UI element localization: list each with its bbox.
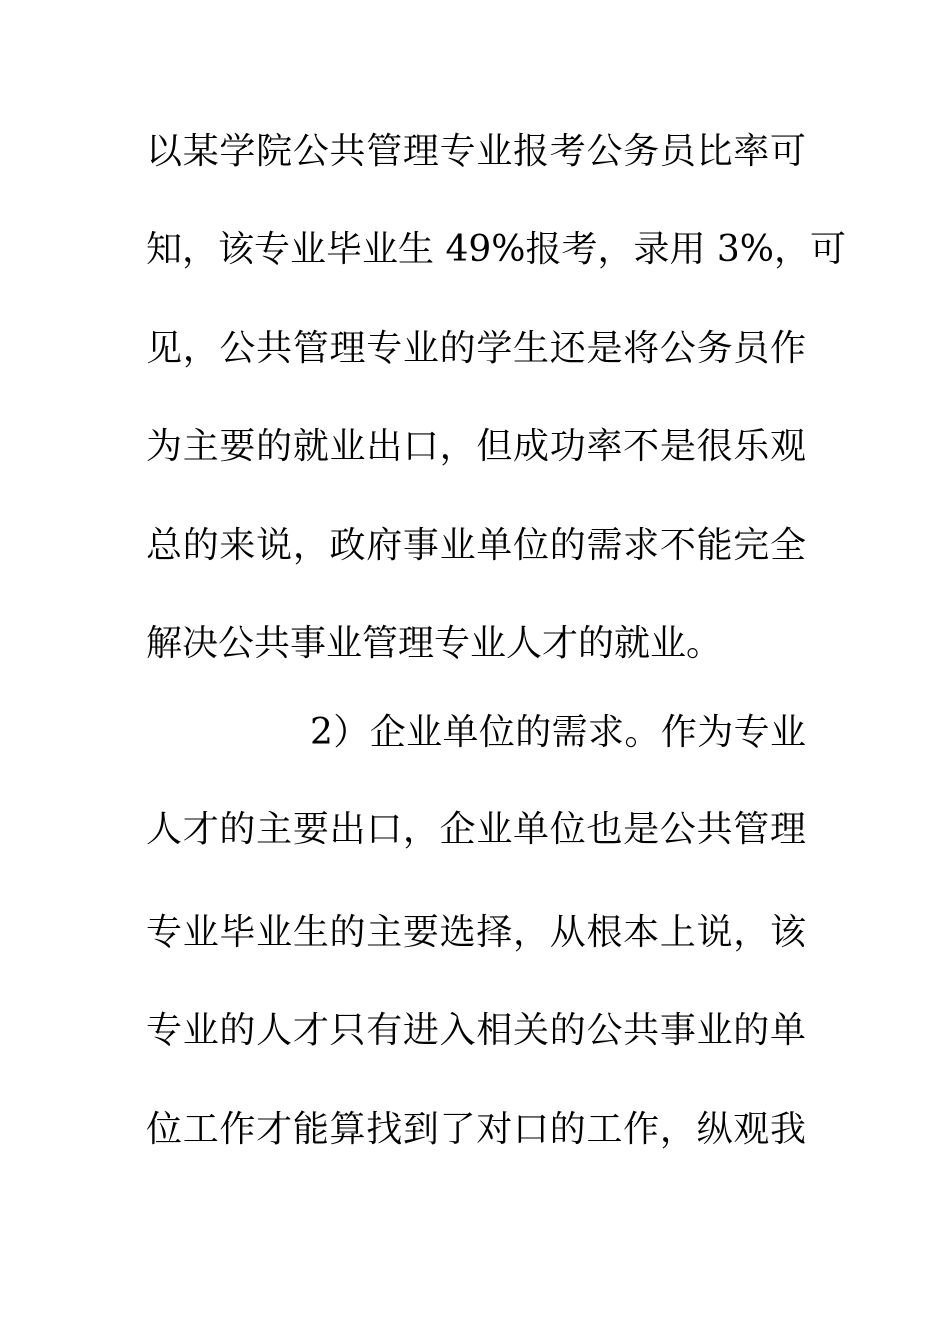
- text-line-2: 知，该专业毕业生 49%报考，录用 3%，可: [146, 229, 847, 270]
- text-line-7: 2）企业单位的需求。作为专业: [310, 712, 806, 753]
- text-line-8: 人才的主要出口，企业单位也是公共管理: [146, 809, 806, 850]
- text-line-1: 以某学院公共管理专业报考公务员比率可: [146, 131, 806, 172]
- text-line-6: 解决公共事业管理专业人才的就业。: [146, 623, 723, 664]
- text-line-9: 专业毕业生的主要选择，从根本上说，该: [146, 912, 806, 953]
- text-line-5: 总的来说，政府事业单位的需求不能完全: [146, 525, 806, 566]
- text-line-11: 位工作才能算找到了对口的工作，纵观我: [146, 1109, 806, 1150]
- text-line-3: 见，公共管理专业的学生还是将公务员作: [146, 328, 806, 369]
- text-line-10: 专业的人才只有进入相关的公共事业的单: [146, 1010, 806, 1051]
- text-line-4: 为主要的就业出口，但成功率不是很乐观: [146, 426, 806, 467]
